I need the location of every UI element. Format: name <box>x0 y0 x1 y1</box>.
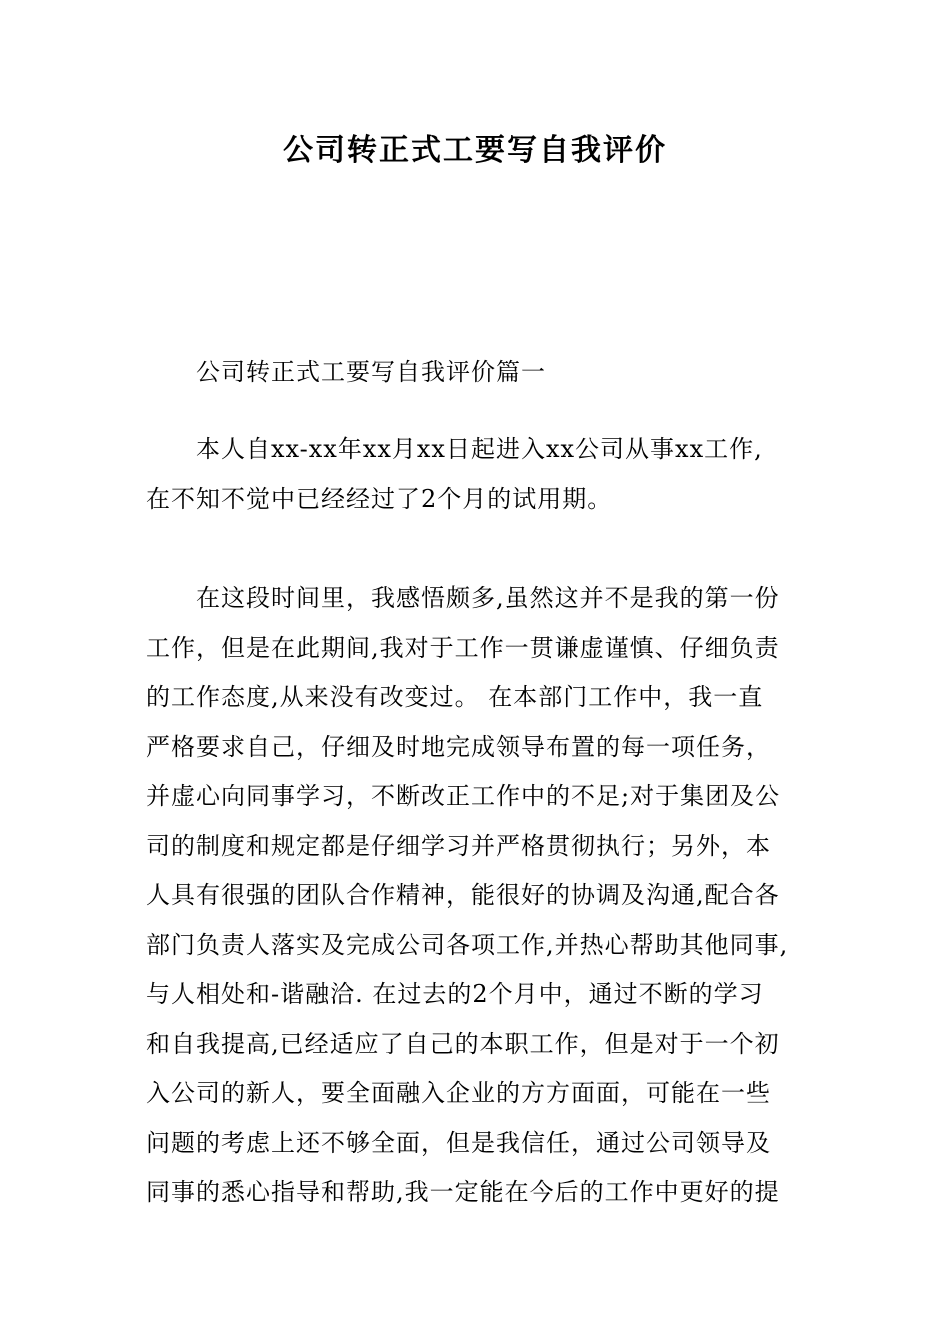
paragraph-line: 在这段时间里，我感悟颇多,虽然这并不是我的第一份 <box>196 584 780 612</box>
paragraph-line: 本人自xx-xx年xx月xx日起进入xx公司从事xx工作, <box>196 435 763 463</box>
paragraph-line: 司的制度和规定都是仔细学习并严格贯彻执行；另外，本 <box>146 831 771 860</box>
paragraph-line: 并虚心向同事学习，不断改正工作中的不足;对于集团及公 <box>146 782 781 810</box>
document-title: 公司转正式工要写自我评价 <box>283 133 667 168</box>
paragraph-line: 工作，但是在此期间,我对于工作一贯谦虚谨慎、仔细负责 <box>146 633 780 662</box>
paragraph-line: 的工作态度,从来没有改变过。 在本部门工作中，我一直 <box>146 683 764 711</box>
paragraph-line: 在不知不觉中已经经过了2个月的试用期。 <box>146 484 613 513</box>
paragraph-line: 同事的悉心指导和帮助,我一定能在今后的工作中更好的提 <box>146 1178 780 1206</box>
paragraph-2 <box>146 574 816 1218</box>
paragraph-line: 入公司的新人，要全面融入企业的方方面面，可能在一些 <box>146 1079 771 1107</box>
paragraph-line: 与人相处和-谐融洽. 在过去的2个月中，通过不断的学习 <box>146 980 764 1008</box>
paragraph-line: 问题的考虑上还不够全面，但是我信任，通过公司领导及 <box>146 1128 771 1157</box>
paragraph-line: 人具有很强的团队合作精神，能很好的协调及沟通,配合各 <box>146 881 780 909</box>
paragraph-line: 严格要求自己，仔细及时地完成领导布置的每一项任务， <box>146 732 771 761</box>
section-heading-text: 公司转正式工要写自我评价篇一 <box>196 358 546 386</box>
section-heading <box>146 348 816 398</box>
paragraph-line: 部门负责人落实及完成公司各项工作,并热心帮助其他同事, <box>146 930 789 959</box>
paragraph-line: 和自我提高,已经适应了自己的本职工作，但是对于一个初 <box>146 1029 780 1058</box>
paragraph-1 <box>146 425 816 524</box>
